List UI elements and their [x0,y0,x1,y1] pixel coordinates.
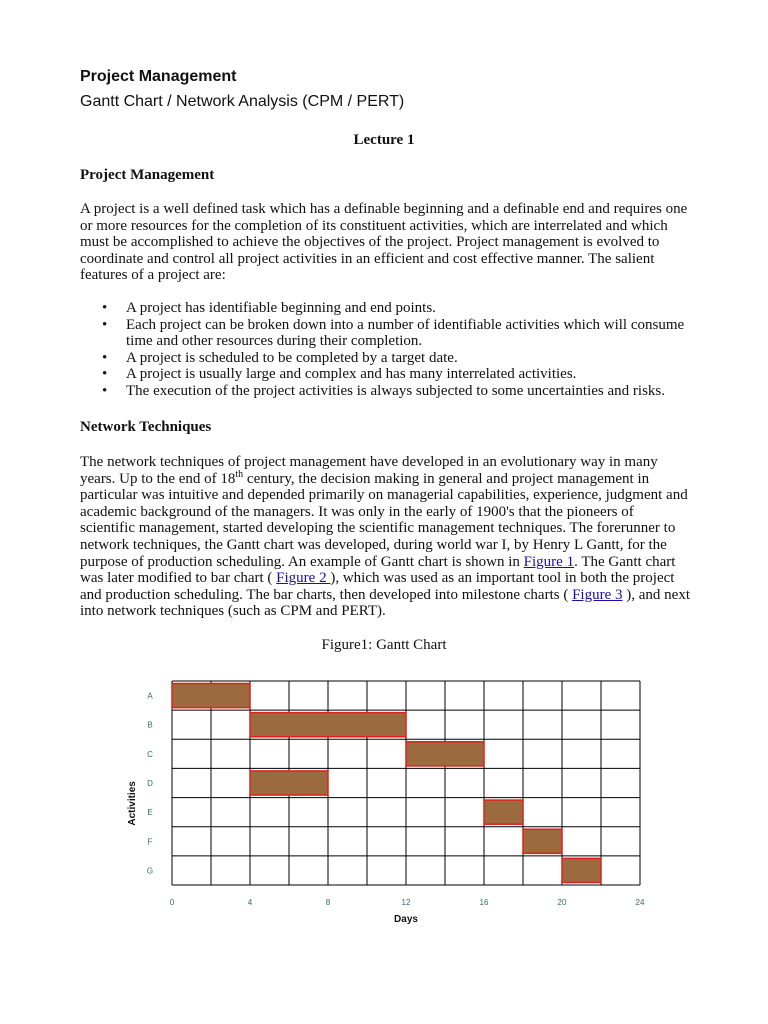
list-item: • Each project can be broken down into a number of identifiable activities which will consume time and other resources during their completion. [102,316,685,350]
list-item: • A project is scheduled to be completed by a target date. [102,349,458,366]
x-tick-label: 12 [401,898,411,907]
doc-subtitle: Gantt Chart / Network Analysis (CPM / PERT) [80,93,405,110]
x-tick-label: 20 [557,898,567,907]
x-tick-label: 4 [247,898,253,907]
gantt-bar-b [250,713,406,737]
gantt-bar-d [250,771,328,795]
project-paragraph: A project is a well defined task which has a definable beginning and a definable end and requires one or more resources for the completion of its constituent activities, which are interrelated and which must be accomplished to achieve the objectives of the project. Project management is evolved to coordinate and control all project activities in an efficient and cost effective manner. The salient features of a project are: [80,201,688,284]
bullet-icon: • [102,366,108,383]
gantt-bar-e [484,800,523,824]
gantt-bar-c [406,742,484,766]
section-heading-network-techniques: Network Techniques [80,419,212,435]
figure-caption: Figure1: Gantt Chart [321,637,447,653]
y-tick-label-g: G [146,866,154,876]
x-tick-label: 16 [479,898,489,907]
y-axis-title: Activities [127,781,138,826]
y-tick-label-c: C [147,749,153,759]
gantt-chart [112,665,652,927]
y-tick-label-b: B [147,720,153,730]
lecture-heading: Lecture 1 [353,132,415,148]
section-heading-project-management: Project Management [80,167,215,183]
x-tick-label: 8 [325,898,331,907]
y-tick-label-a: A [147,691,153,701]
doc-title: Project Management [80,68,237,85]
bullet-icon: • [102,316,108,333]
list-item: • The execution of the project activities is always subjected to some uncertainties and risks. [102,382,666,399]
bullet-icon: • [102,349,108,366]
x-axis-title: Days [394,914,418,925]
gantt-bar-f [523,829,562,853]
figure-1-link[interactable]: Figure 1 [523,553,575,570]
x-tick-label: 0 [169,898,175,907]
gantt-bar-a [172,684,250,708]
bullet-icon: • [102,382,108,399]
x-tick-label: 24 [635,898,645,907]
network-paragraph: The network techniques of project management have developed in an evolutionary way in many years. Up to the end of 18th century, the decision making in general and project management in particular was intuitive and depended primarily on managerial capabilities, experience, judgment and academic background of the managers. It was only in the early of 1900's that the pioneers of scientific management, started developing the scientific management techniques. The forerunner to network techniques, the Gantt chart was developed, during world war I, by Henry L Gantt, for the purpose of production scheduling. An example of Gantt chart is shown in Figure 1. The Gantt chart was later modified to bar chart ( Figure 2 ), which was used as an important tool in both the project and production scheduling. The bar charts, then developed into milestone charts ( Figure 3 ), and next into network techniques (such as CPM and PERT). [80,454,690,620]
y-tick-label-f: F [147,837,153,847]
bullet-icon: • [102,300,108,316]
figure-2-link[interactable]: Figure 2 [276,570,331,587]
list-item: • A project is usually large and complex and has many interrelated activities. [102,366,577,383]
gantt-bar-g [562,858,601,882]
y-tick-label-d: D [147,779,153,788]
figure-3-link[interactable]: Figure 3 [572,586,623,603]
list-item: • A project has identifiable beginning and end points. [102,300,436,316]
y-tick-label-e: E [147,808,153,818]
features-list [80,300,692,400]
